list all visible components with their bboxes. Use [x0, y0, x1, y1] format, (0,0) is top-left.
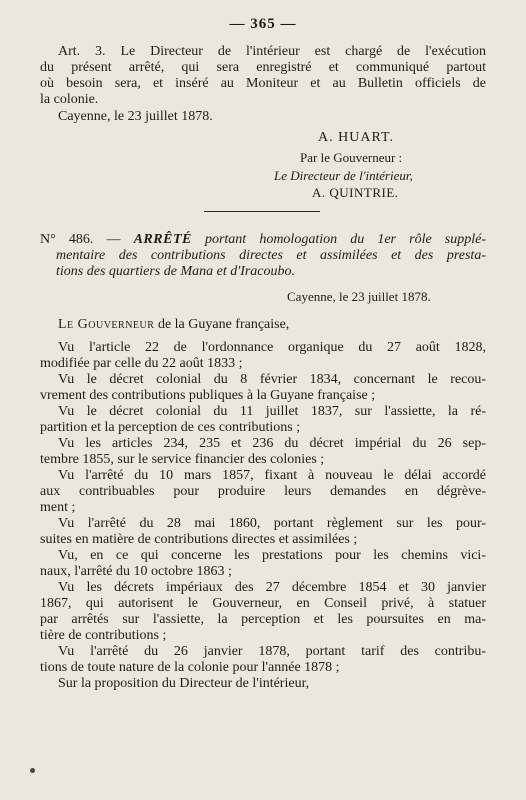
text-line: du présent arrêté, qui sera enregistré et communiqué partout [40, 60, 486, 75]
consideration-line: suites en matière de contributions directes et assimilées ; [40, 532, 358, 547]
consideration-line: modifiée par celle du 22 août 1833 ; [40, 356, 243, 371]
consideration-line: partition et la perception de ces contributions ; [40, 420, 301, 435]
article-3 [40, 44, 486, 108]
consideration-line: Vu les décrets impériaux des 27 décembre 1854 et 30 janvier [58, 580, 486, 595]
decree-dash: — [106, 232, 121, 247]
consideration-line: tembre 1855, sur le service financier des colonies ; [40, 452, 325, 467]
consideration-line: Vu, en ce qui concerne les prestations pour les chemins vici- [58, 548, 486, 563]
ink-spot [30, 768, 35, 773]
consideration-line: tions de toute nature de la colonie pour l'année 1878 ; [40, 660, 340, 675]
governor-rest: de la Guyane française, [157, 317, 290, 332]
consideration-line: Vu les articles 234, 235 et 236 du décret impérial du 26 sep- [58, 436, 486, 451]
signature-role: Le Directeur de l'intérieur, [274, 168, 413, 183]
decree-title-line: mentaire des contributions directes et assimilées et des presta- [56, 248, 486, 263]
preamble [40, 317, 486, 333]
signature-name: A. QUINTRIE. [312, 185, 399, 200]
date-line: Cayenne, le 23 juillet 1878. [58, 109, 213, 124]
page-number: — 365 — [229, 16, 297, 32]
consideration-line: 1867, qui autorisent le Gouverneur, en Conseil privé, à statuer [40, 596, 486, 611]
text-line: Art. 3. Le Directeur de l'intérieur est chargé de l'exécution [58, 44, 486, 59]
consideration-line: Sur la proposition du Directeur de l'intérieur, [58, 676, 310, 691]
text-line: la colonie. [40, 92, 99, 107]
signature-by: Par le Gouverneur : [300, 150, 403, 165]
consideration-line: ment ; [40, 500, 76, 515]
consideration-line: naux, l'arrêté du 10 octobre 1863 ; [40, 564, 232, 579]
separator-rule [204, 211, 320, 212]
consideration-line: par arrêtés sur l'assiette, la perception et les poursuites en ma- [40, 612, 486, 627]
signer-name: A. HUART. [318, 130, 394, 145]
decree-title-rest: portant homologation du 1er rôle supplé- [204, 232, 487, 247]
decree-date: Cayenne, le 23 juillet 1878. [287, 289, 431, 304]
decree-heading [40, 232, 486, 280]
governor-heading: Le Gouverneur [58, 317, 155, 332]
consideration-line: Vu l'arrêté du 26 janvier 1878, portant tarif des contribu- [58, 644, 486, 659]
consideration-line: Vu l'article 22 de l'ordonnance organique du 27 août 1828, [58, 340, 486, 355]
text-line: où besoin sera, et inséré au Moniteur et au Bulletin officiels de [40, 76, 486, 91]
decree-title-word: ARRÊTÉ [133, 232, 192, 247]
consideration-line: tière de contributions ; [40, 628, 167, 643]
decree-title-line: tions des quartiers de Mana et d'Iracoubo. [56, 264, 296, 279]
considerations [40, 340, 486, 692]
article-date [40, 109, 486, 125]
consideration-line: aux contribuables pour produire leurs demandes en dégrève- [40, 484, 486, 499]
consideration-line: Vu l'arrêté du 28 mai 1860, portant règlement sur les pour- [58, 516, 486, 531]
consideration-line: Vu le décret colonial du 8 février 1834, concernant le recou- [58, 372, 486, 387]
decree-number: N° 486. [40, 232, 94, 247]
consideration-line: Vu le décret colonial du 11 juillet 1837, sur l'assiette, la ré- [58, 404, 486, 419]
consideration-line: vrement des contributions publiques à la Guyane française ; [40, 388, 376, 403]
consideration-line: Vu l'arrêté du 10 mars 1857, fixant à nouveau le délai accordé [58, 468, 486, 483]
